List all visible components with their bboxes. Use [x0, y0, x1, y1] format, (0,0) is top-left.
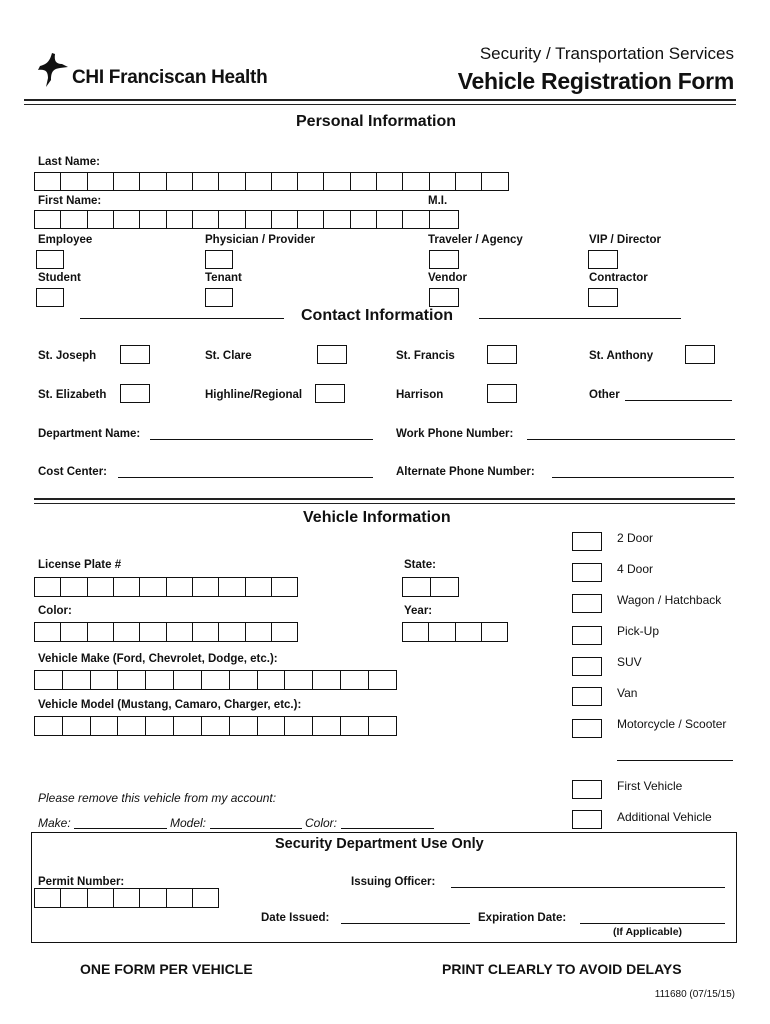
- model-grid-cell[interactable]: [368, 716, 397, 736]
- license-plate-grid-cell[interactable]: [245, 577, 273, 597]
- type-traveler-label: Traveler / Agency: [428, 234, 523, 246]
- loc-harrison-checkbox[interactable]: [487, 384, 517, 403]
- last-name-grid-cell[interactable]: [455, 172, 483, 191]
- body-motorcycle-checkbox[interactable]: [572, 719, 602, 738]
- contact-rule-left: [80, 318, 284, 319]
- model-grid-cell[interactable]: [257, 716, 286, 736]
- last-name-grid-cell[interactable]: [376, 172, 404, 191]
- model-grid-cell[interactable]: [201, 716, 230, 736]
- model-grid-cell[interactable]: [312, 716, 341, 736]
- color-grid-cell[interactable]: [113, 622, 141, 642]
- first-vehicle-checkbox[interactable]: [572, 780, 602, 799]
- loc-harrison-label: Harrison: [396, 389, 444, 401]
- alt-phone-label: Alternate Phone Number:: [396, 466, 535, 478]
- license-plate-grid-cell[interactable]: [166, 577, 194, 597]
- first-name-grid-cell[interactable]: [297, 210, 325, 229]
- first-name-grid-cell[interactable]: [60, 210, 88, 229]
- issuing-officer-line[interactable]: [451, 887, 725, 888]
- loc-st-anthony-checkbox[interactable]: [685, 345, 715, 364]
- last-name-grid-cell[interactable]: [245, 172, 273, 191]
- color-label: Color:: [38, 605, 72, 617]
- type-vip-checkbox[interactable]: [588, 250, 618, 269]
- contact-divider: [34, 498, 735, 504]
- department-name-line[interactable]: [150, 439, 373, 440]
- additional-vehicle-checkbox[interactable]: [572, 810, 602, 829]
- loc-st-joseph-label: St. Joseph: [38, 350, 97, 362]
- license-plate-grid-cell[interactable]: [34, 577, 62, 597]
- license-plate-grid-cell[interactable]: [218, 577, 246, 597]
- type-vip-label: VIP / Director: [589, 234, 662, 246]
- type-vendor-label: Vendor: [428, 272, 467, 284]
- color-grid-cell[interactable]: [87, 622, 115, 642]
- model-grid-cell[interactable]: [284, 716, 313, 736]
- make-grid-cell[interactable]: [201, 670, 230, 690]
- color-grid[interactable]: [34, 622, 297, 642]
- first-name-grid-cell[interactable]: [34, 210, 62, 229]
- body-suv-label: SUV: [617, 655, 642, 669]
- permit-number-grid-cell[interactable]: [87, 888, 115, 908]
- last-name-grid-cell[interactable]: [60, 172, 88, 191]
- first-name-grid-cell[interactable]: [192, 210, 220, 229]
- body-2door-checkbox[interactable]: [572, 532, 602, 551]
- state-label: State:: [404, 559, 436, 571]
- color-grid-cell[interactable]: [271, 622, 299, 642]
- loc-st-francis-checkbox[interactable]: [487, 345, 517, 364]
- last-name-grid-cell[interactable]: [271, 172, 299, 191]
- work-phone-label: Work Phone Number:: [396, 428, 514, 440]
- remove-model-line[interactable]: [210, 828, 302, 829]
- remove-make-line[interactable]: [74, 828, 167, 829]
- make-grid-cell[interactable]: [173, 670, 202, 690]
- last-name-grid-cell[interactable]: [402, 172, 430, 191]
- make-grid-cell[interactable]: [145, 670, 174, 690]
- model-grid-cell[interactable]: [173, 716, 202, 736]
- body-pickup-checkbox[interactable]: [572, 626, 602, 645]
- if-applicable-note: (If Applicable): [613, 926, 683, 938]
- loc-highline-label: Highline/Regional: [205, 389, 303, 401]
- license-plate-grid-cell[interactable]: [60, 577, 88, 597]
- first-name-grid[interactable]: [34, 210, 429, 229]
- date-issued-line[interactable]: [341, 923, 470, 924]
- first-name-grid-cell[interactable]: [113, 210, 141, 229]
- remove-color-label: Color:: [305, 816, 338, 830]
- body-van-checkbox[interactable]: [572, 687, 602, 706]
- loc-st-elizabeth-label: St. Elizabeth: [38, 389, 107, 401]
- remove-make-label: Make:: [38, 816, 71, 830]
- last-name-grid[interactable]: [34, 172, 508, 191]
- type-employee-label: Employee: [38, 234, 93, 246]
- loc-st-francis-label: St. Francis: [396, 350, 455, 362]
- license-plate-grid-cell[interactable]: [271, 577, 299, 597]
- first-name-grid-cell[interactable]: [87, 210, 115, 229]
- permit-number-label: Permit Number:: [38, 876, 125, 888]
- personal-section-title: Personal Information: [296, 113, 457, 130]
- permit-number-grid-cell[interactable]: [166, 888, 194, 908]
- license-plate-grid-cell[interactable]: [87, 577, 115, 597]
- form-number: 111680 (07/15/15): [654, 989, 735, 1000]
- type-employee-checkbox[interactable]: [36, 250, 64, 269]
- type-student-checkbox[interactable]: [36, 288, 64, 307]
- last-name-grid-cell[interactable]: [323, 172, 351, 191]
- last-name-grid-cell[interactable]: [139, 172, 167, 191]
- type-contractor-checkbox[interactable]: [588, 288, 618, 307]
- first-name-grid-cell[interactable]: [376, 210, 404, 229]
- model-grid-cell[interactable]: [90, 716, 119, 736]
- make-grid-cell[interactable]: [340, 670, 369, 690]
- make-grid-cell[interactable]: [90, 670, 119, 690]
- first-name-grid-cell[interactable]: [139, 210, 167, 229]
- mi-label: M.I.: [428, 195, 448, 207]
- last-name-grid-cell[interactable]: [87, 172, 115, 191]
- last-name-grid-cell[interactable]: [192, 172, 220, 191]
- contact-section-title: Contact Information: [301, 307, 453, 324]
- first-name-grid-cell[interactable]: [350, 210, 378, 229]
- header-divider: [24, 99, 736, 105]
- state-grid[interactable]: [402, 577, 458, 597]
- last-name-grid-cell[interactable]: [34, 172, 62, 191]
- issuing-officer-label: Issuing Officer:: [351, 876, 436, 888]
- first-name-grid-cell[interactable]: [323, 210, 351, 229]
- logo-text: CHI Franciscan Health: [72, 67, 268, 88]
- permit-number-grid-cell[interactable]: [113, 888, 141, 908]
- make-grid-cell[interactable]: [368, 670, 397, 690]
- department-name: Security / Transportation Services: [479, 44, 734, 63]
- body-4door-checkbox[interactable]: [572, 563, 602, 582]
- last-name-grid-cell[interactable]: [481, 172, 509, 191]
- license-plate-grid[interactable]: [34, 577, 297, 597]
- body-wagon-label: Wagon / Hatchback: [617, 593, 722, 607]
- color-grid-cell[interactable]: [139, 622, 167, 642]
- permit-number-grid[interactable]: [34, 888, 218, 908]
- first-name-grid-cell[interactable]: [166, 210, 194, 229]
- loc-st-clare-label: St. Clare: [205, 350, 252, 362]
- type-tenant-label: Tenant: [205, 272, 242, 284]
- expiration-date-line[interactable]: [580, 923, 725, 924]
- first-name-grid-cell[interactable]: [218, 210, 246, 229]
- last-name-grid-cell[interactable]: [113, 172, 141, 191]
- year-grid[interactable]: [402, 622, 507, 642]
- year-grid-cell[interactable]: [428, 622, 456, 642]
- loc-st-anthony-label: St. Anthony: [589, 350, 654, 362]
- type-student-label: Student: [38, 272, 81, 284]
- vehicle-section-title: Vehicle Information: [303, 509, 451, 526]
- loc-highline-checkbox[interactable]: [315, 384, 345, 403]
- type-physician-checkbox[interactable]: [205, 250, 233, 269]
- type-contractor-label: Contractor: [589, 272, 648, 284]
- body-wagon-checkbox[interactable]: [572, 594, 602, 613]
- remove-model-label: Model:: [170, 816, 207, 830]
- license-plate-grid-cell[interactable]: [113, 577, 141, 597]
- make-grid-cell[interactable]: [312, 670, 341, 690]
- year-grid-cell[interactable]: [402, 622, 430, 642]
- body-4door-label: 4 Door: [617, 562, 654, 576]
- make-grid-cell[interactable]: [229, 670, 258, 690]
- permit-number-grid-cell[interactable]: [34, 888, 62, 908]
- license-plate-grid-cell[interactable]: [139, 577, 167, 597]
- type-tenant-checkbox[interactable]: [205, 288, 233, 307]
- year-label: Year:: [404, 605, 433, 617]
- make-grid-cell[interactable]: [117, 670, 146, 690]
- body-van-label: Van: [617, 686, 638, 700]
- footer-left-note: ONE FORM PER VEHICLE: [80, 961, 253, 977]
- first-name-label: First Name:: [38, 195, 102, 207]
- color-grid-cell[interactable]: [245, 622, 273, 642]
- work-phone-line[interactable]: [527, 439, 735, 440]
- loc-st-clare-checkbox[interactable]: [317, 345, 347, 364]
- loc-other-line[interactable]: [625, 400, 732, 401]
- cost-center-label: Cost Center:: [38, 466, 108, 478]
- year-grid-cell[interactable]: [455, 622, 483, 642]
- license-plate-label: License Plate #: [38, 559, 122, 571]
- color-grid-cell[interactable]: [192, 622, 220, 642]
- color-grid-cell[interactable]: [60, 622, 88, 642]
- cross-logo-icon: [36, 52, 70, 88]
- permit-number-grid-cell[interactable]: [139, 888, 167, 908]
- color-grid-cell[interactable]: [34, 622, 62, 642]
- model-grid-cell[interactable]: [340, 716, 369, 736]
- first-vehicle-label: First Vehicle: [617, 779, 683, 793]
- expiration-date-label: Expiration Date:: [478, 912, 567, 924]
- color-grid-cell[interactable]: [218, 622, 246, 642]
- cost-center-line[interactable]: [118, 477, 373, 478]
- model-grid-cell[interactable]: [229, 716, 258, 736]
- loc-st-joseph-checkbox[interactable]: [120, 345, 150, 364]
- additional-vehicle-label: Additional Vehicle: [617, 810, 712, 824]
- remove-color-line[interactable]: [341, 828, 434, 829]
- body-pickup-label: Pick-Up: [617, 624, 660, 638]
- make-label: Vehicle Make (Ford, Chevrolet, Dodge, etc.):: [38, 653, 278, 665]
- department-name-label: Department Name:: [38, 428, 141, 440]
- last-name-grid-cell[interactable]: [429, 172, 457, 191]
- permit-number-grid-cell[interactable]: [192, 888, 220, 908]
- make-grid-cell[interactable]: [284, 670, 313, 690]
- state-grid-cell[interactable]: [430, 577, 459, 597]
- loc-st-elizabeth-checkbox[interactable]: [120, 384, 150, 403]
- security-section-title: Security Department Use Only: [275, 836, 484, 852]
- date-issued-label: Date Issued:: [261, 912, 330, 924]
- make-grid-cell[interactable]: [34, 670, 63, 690]
- body-other-line[interactable]: [617, 760, 733, 761]
- year-grid-cell[interactable]: [481, 622, 509, 642]
- permit-number-grid-cell[interactable]: [60, 888, 88, 908]
- make-grid-cell[interactable]: [257, 670, 286, 690]
- last-name-label: Last Name:: [38, 156, 100, 168]
- model-grid[interactable]: [34, 716, 396, 736]
- body-motorcycle-label: Motorcycle / Scooter: [617, 717, 727, 731]
- model-grid-cell[interactable]: [117, 716, 146, 736]
- footer-right-note: PRINT CLEARLY TO AVOID DELAYS: [442, 961, 682, 977]
- make-grid-cell[interactable]: [62, 670, 91, 690]
- make-grid[interactable]: [34, 670, 396, 690]
- last-name-grid-cell[interactable]: [297, 172, 325, 191]
- last-name-grid-cell[interactable]: [218, 172, 246, 191]
- model-grid-cell[interactable]: [62, 716, 91, 736]
- remove-vehicle-note: Please remove this vehicle from my account:: [38, 791, 277, 805]
- color-grid-cell[interactable]: [166, 622, 194, 642]
- last-name-grid-cell[interactable]: [166, 172, 194, 191]
- last-name-grid-cell[interactable]: [350, 172, 378, 191]
- type-traveler-checkbox[interactable]: [429, 250, 459, 269]
- loc-other-label: Other: [589, 389, 620, 401]
- mi-box[interactable]: [429, 210, 459, 229]
- model-label: Vehicle Model (Mustang, Camaro, Charger, etc.):: [38, 699, 302, 711]
- first-name-grid-cell[interactable]: [245, 210, 273, 229]
- model-grid-cell[interactable]: [145, 716, 174, 736]
- body-2door-label: 2 Door: [617, 531, 654, 545]
- form-title: Vehicle Registration Form: [457, 68, 734, 94]
- license-plate-grid-cell[interactable]: [192, 577, 220, 597]
- type-physician-label: Physician / Provider: [205, 234, 315, 246]
- state-grid-cell[interactable]: [402, 577, 431, 597]
- first-name-grid-cell[interactable]: [271, 210, 299, 229]
- contact-rule-right: [479, 318, 681, 319]
- model-grid-cell[interactable]: [34, 716, 63, 736]
- body-suv-checkbox[interactable]: [572, 657, 602, 676]
- first-name-grid-cell[interactable]: [402, 210, 430, 229]
- type-vendor-checkbox[interactable]: [429, 288, 459, 307]
- alt-phone-line[interactable]: [552, 477, 734, 478]
